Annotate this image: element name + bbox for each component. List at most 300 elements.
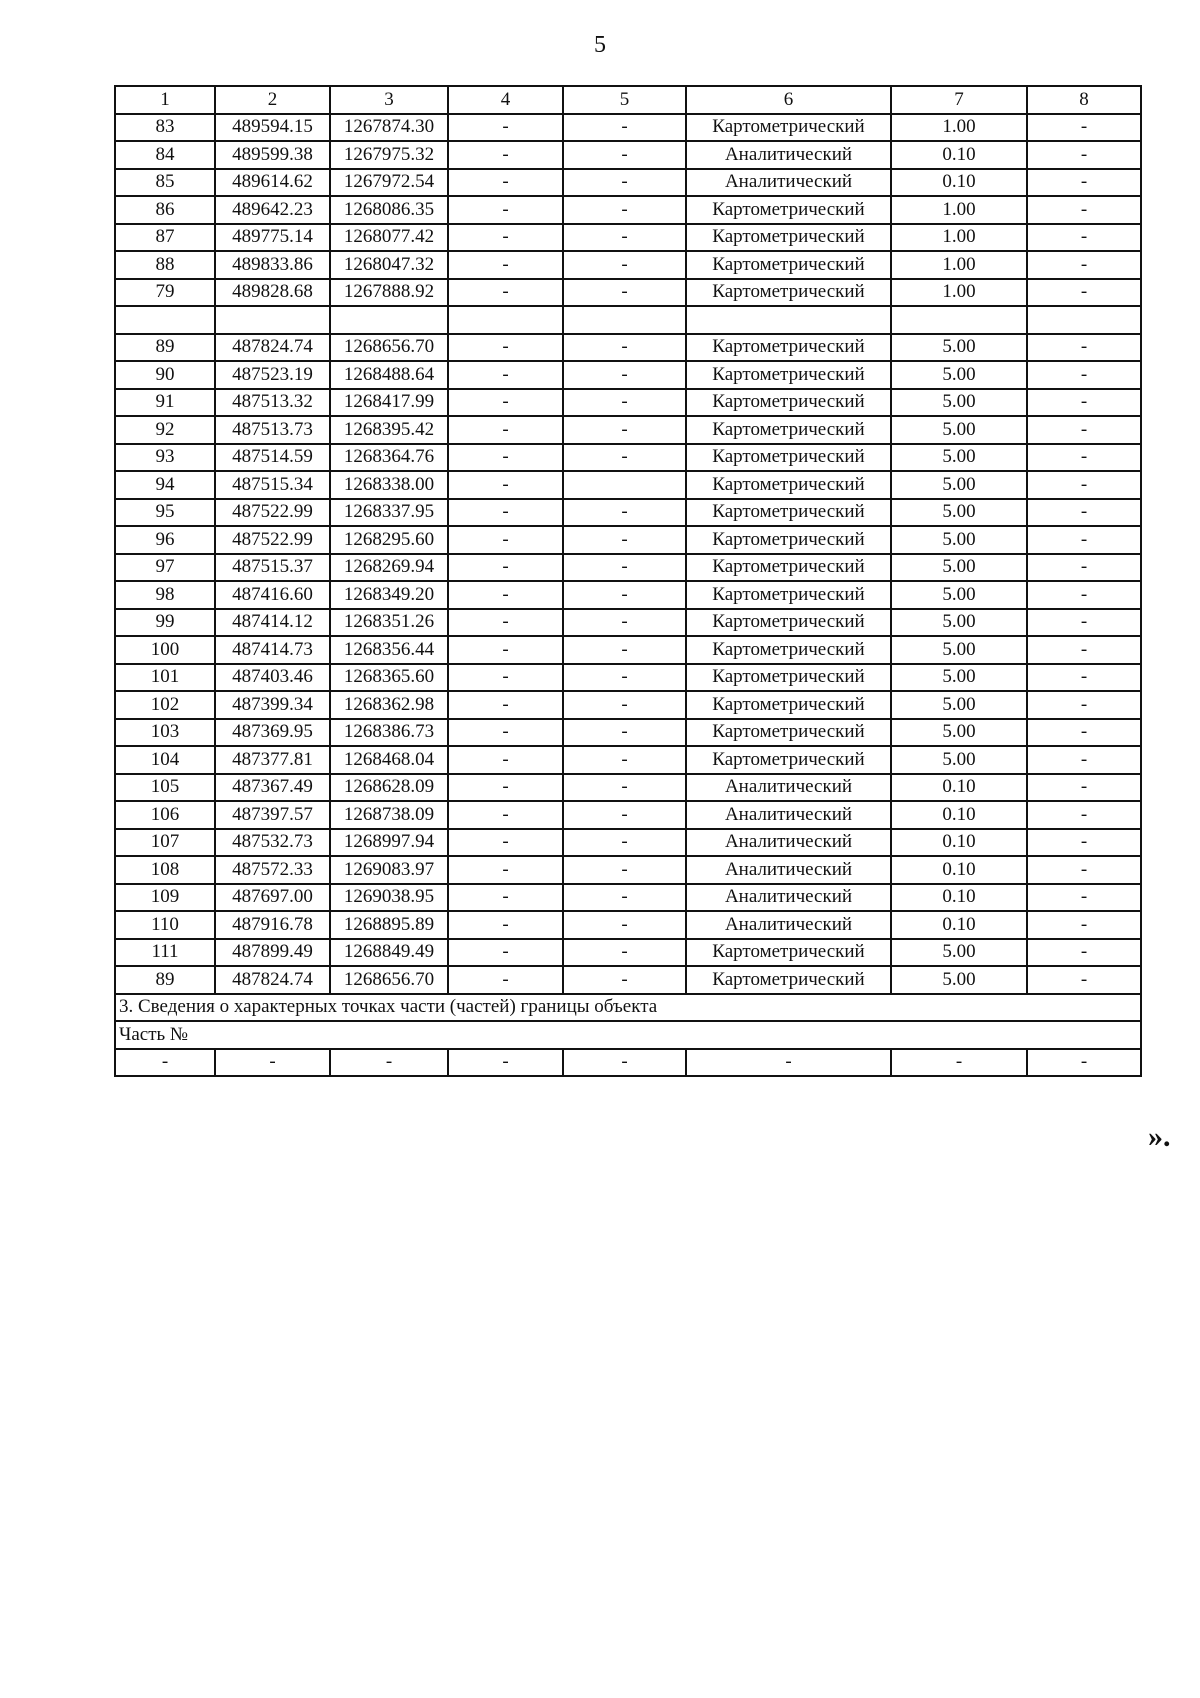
table-cell: 5.00	[891, 691, 1027, 719]
table-cell: 0.10	[891, 169, 1027, 197]
table-cell: 5.00	[891, 939, 1027, 967]
table-cell: -	[448, 169, 563, 197]
table-cell: 489828.68	[215, 279, 330, 307]
table-cell: -	[563, 691, 686, 719]
table-cell: 5.00	[891, 334, 1027, 362]
table-cell: -	[1027, 526, 1141, 554]
table-row	[115, 526, 1141, 554]
table-cell: 1268895.89	[330, 911, 448, 939]
table-cell: 106	[115, 801, 215, 829]
table-cell: 1268351.26	[330, 609, 448, 637]
column-header-1: 1	[115, 86, 215, 114]
table-cell: 86	[115, 196, 215, 224]
table-cell: 87	[115, 224, 215, 252]
table-cell: 5.00	[891, 636, 1027, 664]
table-row	[115, 554, 1141, 582]
table-cell: 487416.60	[215, 581, 330, 609]
table-cell: 0.10	[891, 801, 1027, 829]
table-cell: -	[1027, 196, 1141, 224]
table-cell: -	[448, 691, 563, 719]
table-cell: Аналитический	[686, 884, 891, 912]
table-cell: 101	[115, 664, 215, 692]
table-row	[115, 856, 1141, 884]
table-cell: -	[448, 334, 563, 362]
table-cell: 487513.73	[215, 416, 330, 444]
table-cell: 5.00	[891, 554, 1027, 582]
table-cell: -	[1027, 334, 1141, 362]
table-row	[115, 361, 1141, 389]
table-cell: 0.10	[891, 774, 1027, 802]
table-cell: 5.00	[891, 471, 1027, 499]
table-cell: -	[448, 471, 563, 499]
table-cell: 1268656.70	[330, 966, 448, 994]
table-cell: 5.00	[891, 746, 1027, 774]
table-cell: 1268349.20	[330, 581, 448, 609]
table-cell: 1.00	[891, 251, 1027, 279]
table-cell: 99	[115, 609, 215, 637]
table-row	[115, 664, 1141, 692]
table-cell: 1268395.42	[330, 416, 448, 444]
table-cell: -	[563, 444, 686, 472]
table-cell: -	[448, 939, 563, 967]
table-cell: 487522.99	[215, 499, 330, 527]
column-header-2: 2	[215, 86, 330, 114]
table-cell: Картометрический	[686, 499, 891, 527]
table-cell: -	[1027, 1049, 1141, 1077]
table-cell: -	[563, 801, 686, 829]
table-cell: -	[115, 1049, 215, 1077]
table-row	[115, 334, 1141, 362]
column-header-5: 5	[563, 86, 686, 114]
table-body	[115, 86, 1141, 1076]
table-cell: 103	[115, 719, 215, 747]
closing-quote-mark: ».	[1148, 1120, 1171, 1153]
table-cell: 88	[115, 251, 215, 279]
table-cell: -	[563, 664, 686, 692]
table-cell: -	[563, 939, 686, 967]
table-cell: 487399.34	[215, 691, 330, 719]
part-label: Часть №	[115, 1021, 1141, 1049]
table-cell: 5.00	[891, 719, 1027, 747]
table-cell: -	[1027, 609, 1141, 637]
table-cell: Картометрический	[686, 554, 891, 582]
table-cell: 487899.49	[215, 939, 330, 967]
table-cell: -	[1027, 499, 1141, 527]
characteristic-points-table	[114, 85, 1142, 1077]
table-cell: 1268738.09	[330, 801, 448, 829]
table-cell: 102	[115, 691, 215, 719]
table-cell: -	[563, 114, 686, 142]
table-cell: 108	[115, 856, 215, 884]
table-cell: 487572.33	[215, 856, 330, 884]
table-cell: 97	[115, 554, 215, 582]
table-row	[115, 196, 1141, 224]
table-cell: 1269038.95	[330, 884, 448, 912]
table-cell: 5.00	[891, 526, 1027, 554]
table-cell: Картометрический	[686, 526, 891, 554]
table-cell: -	[563, 141, 686, 169]
table-cell: 94	[115, 471, 215, 499]
table-cell	[448, 306, 563, 334]
table-cell: 107	[115, 829, 215, 857]
table-cell: -	[448, 636, 563, 664]
table-cell: Картометрический	[686, 471, 891, 499]
table-cell: Картометрический	[686, 664, 891, 692]
table-cell: -	[448, 196, 563, 224]
table-cell: -	[1027, 471, 1141, 499]
table-row	[115, 444, 1141, 472]
table-cell: 0.10	[891, 829, 1027, 857]
table-cell: 487377.81	[215, 746, 330, 774]
table-cell: -	[563, 636, 686, 664]
table-cell: -	[1027, 884, 1141, 912]
table-cell: 1268295.60	[330, 526, 448, 554]
table-cell: 95	[115, 499, 215, 527]
table-cell: 1267975.32	[330, 141, 448, 169]
table-cell: -	[1027, 829, 1141, 857]
table-cell: 5.00	[891, 966, 1027, 994]
table-cell: -	[1027, 664, 1141, 692]
table-cell: Аналитический	[686, 141, 891, 169]
table-cell: Картометрический	[686, 251, 891, 279]
table-row	[115, 966, 1141, 994]
table-cell: 487369.95	[215, 719, 330, 747]
table-cell: 487367.49	[215, 774, 330, 802]
table-cell: -	[448, 581, 563, 609]
table-cell: 1.00	[891, 224, 1027, 252]
table-cell: -	[563, 334, 686, 362]
table-cell: -	[1027, 719, 1141, 747]
table-row	[115, 691, 1141, 719]
table-cell: -	[215, 1049, 330, 1077]
table-row	[115, 939, 1141, 967]
column-header-7: 7	[891, 86, 1027, 114]
table-cell: Картометрический	[686, 334, 891, 362]
table-cell: 487414.73	[215, 636, 330, 664]
table-cell: 1268362.98	[330, 691, 448, 719]
table-cell: 91	[115, 389, 215, 417]
table-cell: Картометрический	[686, 939, 891, 967]
table-cell: -	[448, 114, 563, 142]
table-cell: 489594.15	[215, 114, 330, 142]
table-cell: Картометрический	[686, 746, 891, 774]
table-cell: 83	[115, 114, 215, 142]
table-row	[115, 306, 1141, 334]
table-cell: 1268077.42	[330, 224, 448, 252]
table-cell: 5.00	[891, 609, 1027, 637]
table-row	[115, 141, 1141, 169]
table-cell: -	[1027, 774, 1141, 802]
table-cell: -	[563, 911, 686, 939]
table-cell: 90	[115, 361, 215, 389]
table-cell	[563, 306, 686, 334]
table-cell: -	[563, 609, 686, 637]
table-cell: 489599.38	[215, 141, 330, 169]
table-cell: -	[1027, 169, 1141, 197]
table-row	[115, 224, 1141, 252]
table-cell: 487697.00	[215, 884, 330, 912]
table-cell: 0.10	[891, 884, 1027, 912]
table-cell: -	[563, 774, 686, 802]
table-cell: -	[448, 499, 563, 527]
table-cell: -	[891, 1049, 1027, 1077]
table-cell	[686, 306, 891, 334]
table-cell: -	[563, 279, 686, 307]
table-cell: 1268468.04	[330, 746, 448, 774]
table-cell: -	[1027, 856, 1141, 884]
table-cell: Аналитический	[686, 774, 891, 802]
table-cell	[891, 306, 1027, 334]
table-cell	[563, 471, 686, 499]
table-cell: Картометрический	[686, 444, 891, 472]
table-cell: Аналитический	[686, 856, 891, 884]
table-cell: 0.10	[891, 911, 1027, 939]
table-cell: -	[448, 526, 563, 554]
table-row	[115, 279, 1141, 307]
table-cell: 89	[115, 334, 215, 362]
table-cell: 487515.37	[215, 554, 330, 582]
table-cell: -	[448, 389, 563, 417]
table-cell: -	[563, 389, 686, 417]
table-cell: 487513.32	[215, 389, 330, 417]
table-row	[115, 114, 1141, 142]
table-cell: Картометрический	[686, 114, 891, 142]
table-cell: 0.10	[891, 856, 1027, 884]
table-cell: 5.00	[891, 444, 1027, 472]
table-cell: -	[563, 746, 686, 774]
table-cell: 487532.73	[215, 829, 330, 857]
table-row	[115, 884, 1141, 912]
table-cell: 1268997.94	[330, 829, 448, 857]
table-cell: Картометрический	[686, 389, 891, 417]
table-cell: Аналитический	[686, 829, 891, 857]
table-row	[115, 801, 1141, 829]
table-cell: -	[448, 1049, 563, 1077]
table-cell: -	[1027, 911, 1141, 939]
table-cell: Аналитический	[686, 801, 891, 829]
table-cell: -	[1027, 444, 1141, 472]
table-row	[115, 719, 1141, 747]
table-cell: -	[563, 719, 686, 747]
table-cell: -	[563, 361, 686, 389]
table-cell: 96	[115, 526, 215, 554]
table-cell: -	[1027, 389, 1141, 417]
table-cell: -	[563, 499, 686, 527]
table-cell: 487824.74	[215, 966, 330, 994]
table-header-row	[115, 86, 1141, 114]
table-cell	[115, 306, 215, 334]
table-cell: Аналитический	[686, 911, 891, 939]
table-cell: 1268628.09	[330, 774, 448, 802]
table-cell: 100	[115, 636, 215, 664]
column-header-8: 8	[1027, 86, 1141, 114]
table-cell: 1.00	[891, 196, 1027, 224]
table-cell: Картометрический	[686, 719, 891, 747]
table-cell: -	[1027, 939, 1141, 967]
table-cell: -	[563, 251, 686, 279]
table-cell: -	[1027, 691, 1141, 719]
table-cell: -	[563, 966, 686, 994]
table-cell: Аналитический	[686, 169, 891, 197]
table-cell: Картометрический	[686, 279, 891, 307]
table-cell: 1268337.95	[330, 499, 448, 527]
table-cell	[215, 306, 330, 334]
table-cell: 489614.62	[215, 169, 330, 197]
table-cell: -	[448, 279, 563, 307]
table-cell: Картометрический	[686, 361, 891, 389]
table-cell: -	[448, 911, 563, 939]
table-cell: -	[1027, 361, 1141, 389]
table-cell: 5.00	[891, 389, 1027, 417]
table-cell: 5.00	[891, 581, 1027, 609]
table-cell: -	[563, 224, 686, 252]
table-cell: -	[1027, 279, 1141, 307]
table-cell: 105	[115, 774, 215, 802]
part-points-row	[115, 1049, 1141, 1077]
table-cell: 1268364.76	[330, 444, 448, 472]
table-cell: -	[448, 361, 563, 389]
table-cell: -	[448, 251, 563, 279]
table-cell: -	[448, 884, 563, 912]
table-cell: -	[1027, 416, 1141, 444]
table-cell: 92	[115, 416, 215, 444]
table-cell: -	[563, 416, 686, 444]
table-cell: 489775.14	[215, 224, 330, 252]
table-cell: 1268086.35	[330, 196, 448, 224]
column-header-3: 3	[330, 86, 448, 114]
table-cell	[1027, 306, 1141, 334]
table-cell: 0.10	[891, 141, 1027, 169]
table-row	[115, 389, 1141, 417]
table-cell: 84	[115, 141, 215, 169]
table-cell: -	[448, 609, 563, 637]
table-cell: -	[448, 416, 563, 444]
table-cell: Картометрический	[686, 636, 891, 664]
table-row	[115, 746, 1141, 774]
table-row	[115, 609, 1141, 637]
table-cell: -	[448, 719, 563, 747]
table-cell: Картометрический	[686, 196, 891, 224]
table-cell: 1.00	[891, 114, 1027, 142]
table-cell: 1268656.70	[330, 334, 448, 362]
table-cell: -	[448, 224, 563, 252]
table-cell: -	[1027, 224, 1141, 252]
table-cell: Картометрический	[686, 224, 891, 252]
table-cell: 5.00	[891, 664, 1027, 692]
table-row	[115, 471, 1141, 499]
table-cell: 1268356.44	[330, 636, 448, 664]
table-row	[115, 251, 1141, 279]
table-cell: 1268365.60	[330, 664, 448, 692]
table-cell: 111	[115, 939, 215, 967]
table-cell: -	[563, 581, 686, 609]
table-cell: -	[1027, 554, 1141, 582]
table-cell: -	[563, 856, 686, 884]
table-cell: 1268417.99	[330, 389, 448, 417]
table-cell: -	[563, 169, 686, 197]
section-title: 3. Сведения о характерных точках части (частей) границы объекта	[115, 994, 1141, 1022]
table-cell: -	[448, 829, 563, 857]
table-cell: -	[686, 1049, 891, 1077]
table-cell: 1267888.92	[330, 279, 448, 307]
table-cell: 1269083.97	[330, 856, 448, 884]
section-title-row	[115, 994, 1141, 1022]
page-number: 5	[594, 32, 606, 58]
table-cell: 93	[115, 444, 215, 472]
table-cell: -	[448, 664, 563, 692]
table-row	[115, 636, 1141, 664]
table-cell: 487916.78	[215, 911, 330, 939]
table-cell: -	[448, 554, 563, 582]
table-cell: -	[1027, 251, 1141, 279]
table-cell: -	[448, 746, 563, 774]
column-header-4: 4	[448, 86, 563, 114]
table-cell: -	[1027, 581, 1141, 609]
table-cell: Картометрический	[686, 691, 891, 719]
part-label-row	[115, 1021, 1141, 1049]
table-cell: 1268047.32	[330, 251, 448, 279]
table-cell: Картометрический	[686, 416, 891, 444]
table-cell: Картометрический	[686, 966, 891, 994]
table-cell: 1267972.54	[330, 169, 448, 197]
table-cell: -	[448, 774, 563, 802]
table-row	[115, 829, 1141, 857]
table-cell: 5.00	[891, 416, 1027, 444]
table-cell: Картометрический	[686, 581, 891, 609]
table-cell: -	[563, 196, 686, 224]
table-cell: 487414.12	[215, 609, 330, 637]
table-cell: -	[448, 966, 563, 994]
table-cell: 489833.86	[215, 251, 330, 279]
table-cell: 89	[115, 966, 215, 994]
table-cell: 487523.19	[215, 361, 330, 389]
table-row	[115, 499, 1141, 527]
table-cell: 1268386.73	[330, 719, 448, 747]
column-header-6: 6	[686, 86, 891, 114]
table-cell: -	[563, 884, 686, 912]
table-cell: -	[1027, 114, 1141, 142]
table-cell: 489642.23	[215, 196, 330, 224]
table-cell: -	[448, 801, 563, 829]
table-cell: 487397.57	[215, 801, 330, 829]
table-cell	[330, 306, 448, 334]
table-row	[115, 581, 1141, 609]
table-cell: -	[448, 856, 563, 884]
table-row	[115, 169, 1141, 197]
table-row	[115, 911, 1141, 939]
table-cell: 1268338.00	[330, 471, 448, 499]
table-cell: 85	[115, 169, 215, 197]
table-cell: -	[563, 554, 686, 582]
table-cell: 1268269.94	[330, 554, 448, 582]
table-cell: -	[563, 526, 686, 554]
table-cell: -	[1027, 801, 1141, 829]
table-cell: -	[1027, 966, 1141, 994]
table-row	[115, 416, 1141, 444]
table-cell: 487514.59	[215, 444, 330, 472]
table-cell: -	[1027, 636, 1141, 664]
table-cell: 487515.34	[215, 471, 330, 499]
table-cell: -	[563, 829, 686, 857]
table-cell: 79	[115, 279, 215, 307]
table-cell: -	[1027, 141, 1141, 169]
table-cell: 487522.99	[215, 526, 330, 554]
table-cell: 1268849.49	[330, 939, 448, 967]
table-cell: 109	[115, 884, 215, 912]
table-cell: 98	[115, 581, 215, 609]
table-cell: 1.00	[891, 279, 1027, 307]
table-cell: 5.00	[891, 499, 1027, 527]
